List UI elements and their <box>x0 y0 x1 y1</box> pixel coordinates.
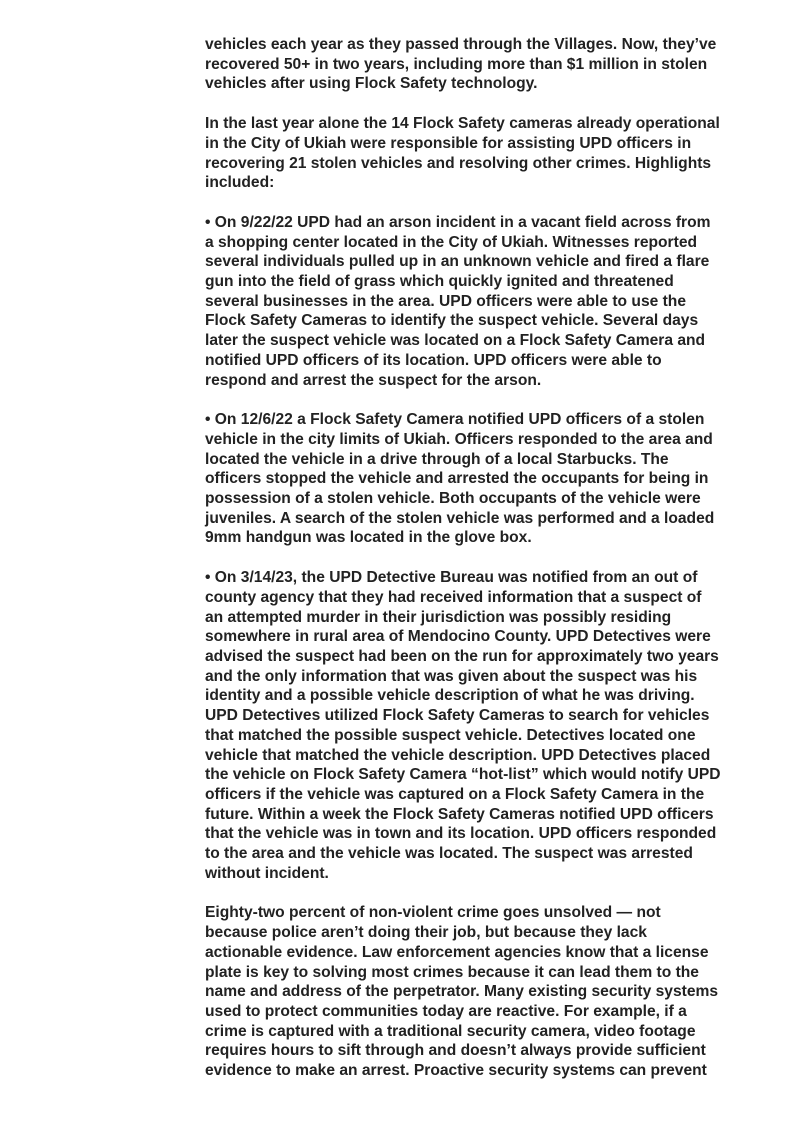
paragraph-arson-incident: • On 9/22/22 UPD had an arson incident in a vacant field across from a shopping center located in the City of Ukiah. Witnesses reported several individuals pulled up in an unknown vehicle and fired a flare gun into the field of grass which quickly ignited and threatened several businesses in the area. UPD officers were able to use the Flock Safety Cameras to identify the suspect vehicle. Several days later the suspect vehicle was located on a Flock Safety Camera and notified UPD officers of its location. UPD officers were able to respond and arrest the suspect for the arson. <box>205 213 711 389</box>
paragraph-unsolved-crime: Eighty-two percent of non-violent crime goes unsolved — not because police aren’t doing their job, but because they lack actionable evidence. Law enforcement agencies know that a license plate is key to solving most crimes because it can lead them to the name and address of the perpetrator. Many existing security systems used to protect communities today are reactive. For example, if a crime is captured with a traditional security camera, video footage requires hours to sift through and doesn’t always provide sufficient evidence to make an arrest. Proactive security systems can prevent <box>205 904 719 1080</box>
paragraph-recovery-stats: vehicles each year as they passed through the Villages. Now, they’ve recovered 50+ in two years, including more than $1 million in stolen vehicles after using Flock Safety technology. <box>205 36 717 93</box>
paragraph-ukiah-cameras: In the last year alone the 14 Flock Safety cameras already operational in the City of Ukiah were responsible for assisting UPD officers in recovering 21 stolen vehicles and resolving other crimes. Highlights included: <box>205 115 720 192</box>
paragraph-stolen-vehicle-incident: • On 12/6/22 a Flock Safety Camera notified UPD officers of a stolen vehicle in the city limits of Ukiah. Officers responded to the area and located the vehicle in a drive through of a local Starbucks. The officers stopped the vehicle and arrested the occupants for being in possession of a stolen vehicle. Both occupants of the vehicle were juveniles. A search of the stolen vehicle was performed and a loaded 9mm handgun was located in the glove box. <box>205 411 715 547</box>
paragraph-attempted-murder-suspect: • On 3/14/23, the UPD Detective Bureau was notified from an out of county agency that they had received information that a suspect of an attempted murder in their jurisdiction was possibly residing somewhere in rural area of Mendocino County. UPD Detectives were advised the suspect had been on the run for approximately two years and the only information that was given about the suspect was his identity and a possible vehicle description of what he was driving. UPD Detectives utilized Flock Safety Cameras to search for vehicles that matched the possible suspect vehicle. Detectives located one vehicle that matched the vehicle description. UPD Detectives placed the vehicle on Flock Safety Camera “hot-list” which would notify UPD officers if the vehicle was captured on a Flock Safety Camera in the future. Within a week the Flock Safety Cameras notified UPD officers that the vehicle was in town and its location. UPD officers responded to the area and the vehicle was located. The suspect was arrested without incident. <box>205 569 721 882</box>
article-body <box>205 35 775 1101</box>
